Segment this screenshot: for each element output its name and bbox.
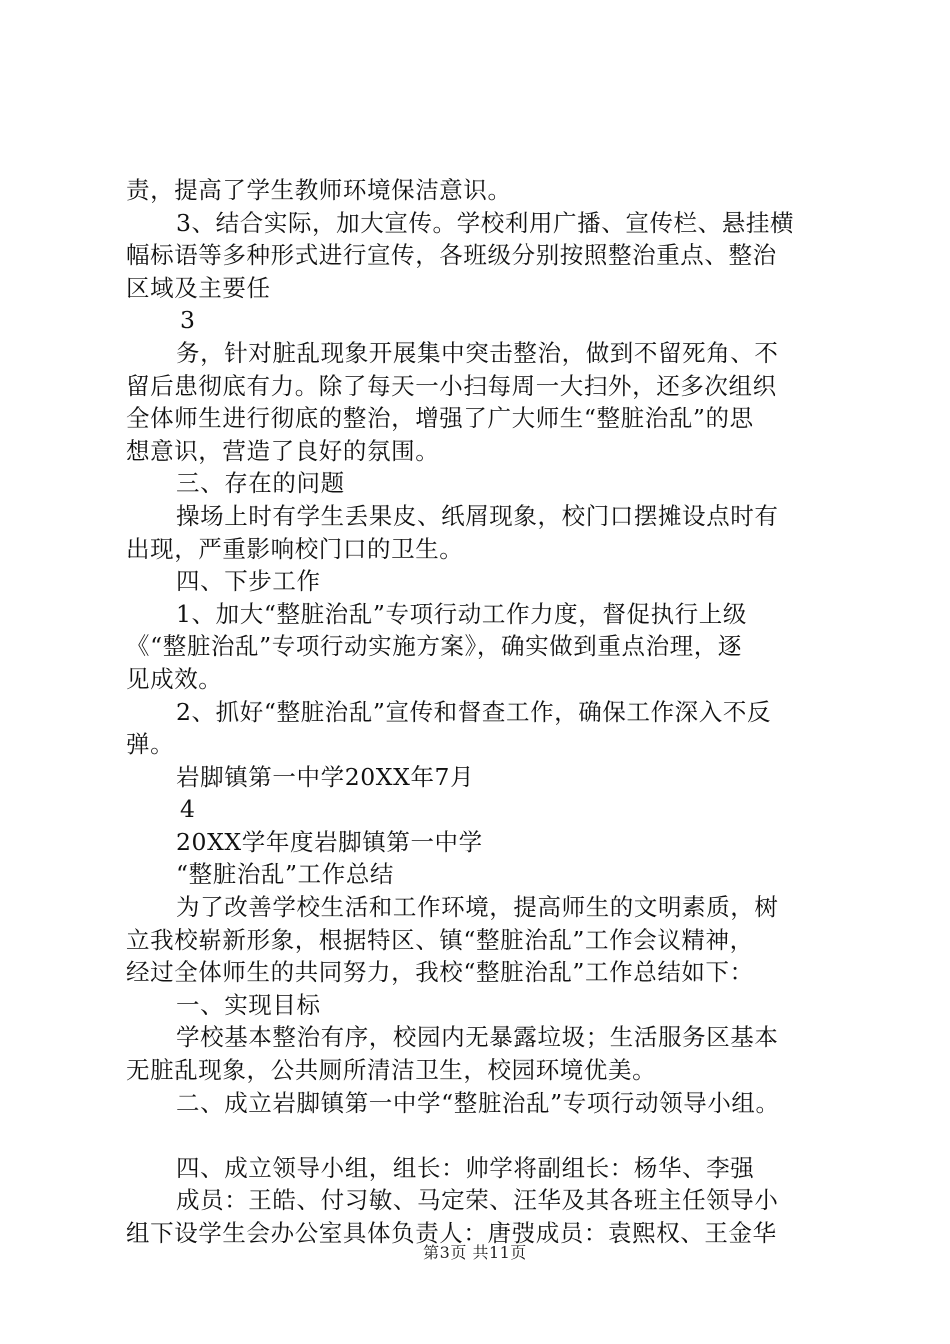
text-line: 无脏乱现象，公共厕所清洁卫生，校园环境优美。 xyxy=(126,1056,657,1085)
text-line: 立我校崭新形象，根据特区、镇“整脏治乱”工作会议精神， xyxy=(126,925,754,954)
text-line: 全体师生进行彻底的整治，增强了广大师生“整脏治乱”的思 xyxy=(126,404,754,433)
text-line: 3、结合实际，加大宣传。学校利用广播、宣传栏、悬挂横 xyxy=(176,208,795,237)
section-heading: 四、下步工作 xyxy=(176,567,321,596)
text-line: 学校基本整治有序，校园内无暴露垃圾；生活服务区基本 xyxy=(176,1023,779,1052)
text-line: 2、抓好“整脏治乱”宣传和督查工作，确保工作深入不反 xyxy=(176,697,772,726)
text-line: 留后患彻底有力。除了每天一小扫每周一大扫外，还多次组织 xyxy=(126,371,777,400)
text-line: 操场上时有学生丢果皮、纸屑现象，校门口摆摊设点时有 xyxy=(176,501,779,530)
text-line: 《“整脏治乱”专项行动实施方案》，确实做到重点治理，逐 xyxy=(126,632,742,661)
text-line: 1、加大“整脏治乱”专项行动工作力度，督促执行上级 xyxy=(176,599,747,628)
text-line: 为了改善学校生活和工作环境，提高师生的文明素质，树 xyxy=(176,893,779,922)
document-body xyxy=(126,174,846,1250)
page-number-marker: 3 xyxy=(180,306,196,335)
text-line: 弹。 xyxy=(126,730,175,759)
text-line: 经过全体师生的共同努力，我校“整脏治乱”工作总结如下： xyxy=(126,958,754,987)
text-line: 见成效。 xyxy=(126,664,223,693)
text-line: 务，针对脏乱现象开展集中突击整治，做到不留死角、不 xyxy=(176,338,779,367)
blank-line xyxy=(126,1119,846,1152)
text-line: 出现，严重影响校门口的卫生。 xyxy=(126,534,464,563)
page-footer: 第3页 共11页 xyxy=(423,1243,527,1262)
section-heading: 二、成立岩脚镇第一中学“整脏治乱”专项行动领导小组。 xyxy=(176,1088,780,1117)
text-line: 幅标语等多种形式进行宣传，各班级分别按照整治重点、整治 xyxy=(126,241,777,270)
document-title: “整脏治乱”工作总结 xyxy=(176,860,395,889)
section-heading: 四、成立领导小组，组长：帅学将副组长：杨华、李强 xyxy=(176,1153,755,1182)
text-line: 成员：王皓、付习敏、马定荣、汪华及其各班主任领导小 xyxy=(176,1186,779,1215)
signature-date: 岩脚镇第一中学20XX年7月 xyxy=(176,762,475,791)
text-line: 想意识，营造了良好的氛围。 xyxy=(126,436,440,465)
text-line: 责，提高了学生教师环境保洁意识。 xyxy=(126,176,512,204)
section-heading: 一、实现目标 xyxy=(176,990,321,1019)
document-title: 20XX学年度岩脚镇第一中学 xyxy=(176,827,483,856)
section-heading: 三、存在的问题 xyxy=(176,469,345,498)
text-line: 区域及主要任 xyxy=(126,273,271,302)
text-line: 组下设学生会办公室具体负责人：唐弢成员：袁熙权、王金华 xyxy=(126,1219,777,1247)
page-number-marker: 4 xyxy=(180,795,196,824)
